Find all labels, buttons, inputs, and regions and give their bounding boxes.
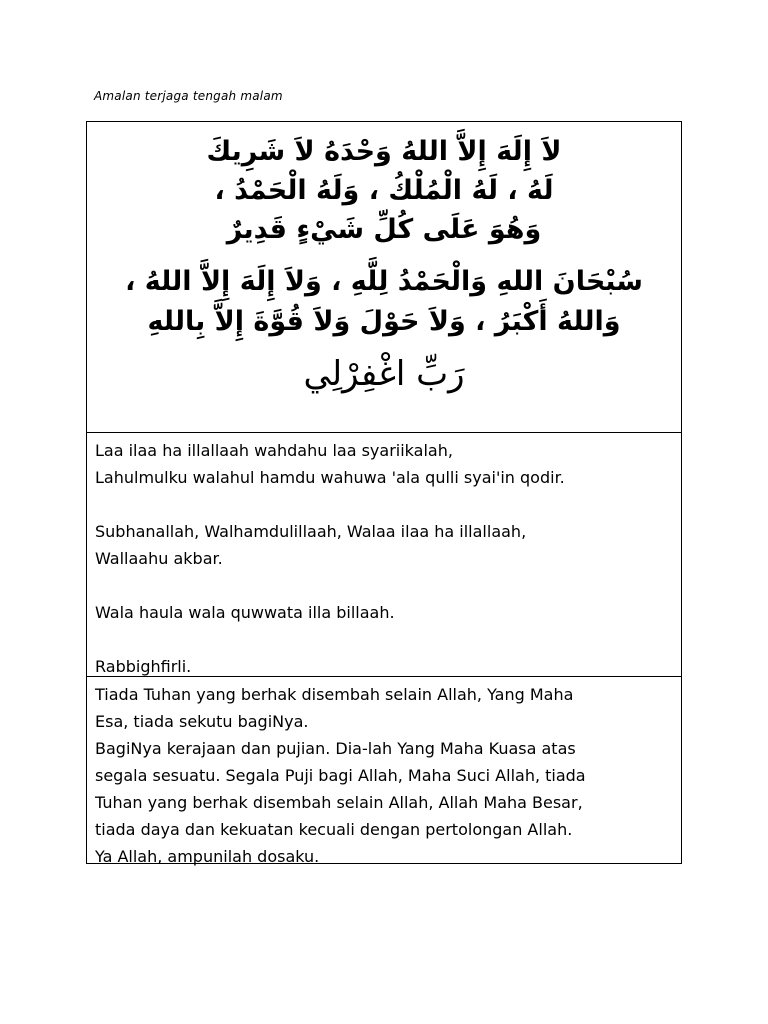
arabic-line-5: وَاللهُ أَكْبَرُ ، وَلاَ حَوْلَ وَلاَ قُوَّةَ إِلاَّ بِاللهِ: [147, 306, 621, 337]
meaning-line: Tuhan yang berhak disembah selain Allah, Allah Maha Besar,: [95, 793, 583, 812]
paragraph-gap: [95, 626, 673, 653]
document-title: Amalan terjaga tengah malam: [94, 89, 283, 103]
meaning-line: BagiNya kerajaan dan pujian. Dia-lah Yang Maha Kuasa atas: [95, 739, 576, 758]
transliteration-line: Subhanallah, Walhamdulillaah, Walaa ilaa ha illallaah,: [95, 522, 527, 541]
paragraph-gap: [95, 491, 673, 518]
arabic-text-cell: [87, 122, 681, 433]
transliteration-line: Lahulmulku walahul hamdu wahuwa 'ala qulli syai'in qodir.: [95, 468, 565, 487]
transliteration-line: Rabbighfirli.: [95, 657, 192, 676]
paragraph-gap: [95, 572, 673, 599]
transliteration-cell: [87, 433, 681, 677]
meaning-line: tiada daya dan kekuatan kecuali dengan pertolongan Allah.: [95, 820, 573, 839]
meaning-line: Ya Allah, ampunilah dosaku.: [95, 847, 320, 866]
transliteration-line: Wallaahu akbar.: [95, 549, 223, 568]
arabic-line-4: سُبْحَانَ اللهِ وَالْحَمْدُ لِلَّهِ ، وَلاَ إِلَهَ إِلاَّ اللهُ ،: [125, 266, 643, 297]
arabic-line-1: لاَ إِلَهَ إِلاَّ اللهُ وَحْدَهُ لاَ شَرِيكَ: [206, 136, 562, 167]
arabic-line-6: رَبِّ اغْفِرْلِي: [303, 354, 465, 394]
meaning-cell: [87, 677, 681, 866]
transliteration-line: Wala haula wala quwwata illa billaah.: [95, 603, 395, 622]
meaning-line: segala sesuatu. Segala Puji bagi Allah, Maha Suci Allah, tiada: [95, 766, 586, 785]
dua-table: [86, 121, 682, 864]
arabic-line-3: وَهُوَ عَلَى كُلِّ شَيْءٍ قَدِيرٌ: [226, 214, 542, 245]
arabic-line-2: لَهُ ، لَهُ الْمُلْكُ ، وَلَهُ الْحَمْدُ ،: [214, 175, 554, 206]
meaning-line: Tiada Tuhan yang berhak disembah selain Allah, Yang Maha: [95, 685, 574, 704]
transliteration-line: Laa ilaa ha illallaah wahdahu laa syariikalah,: [95, 441, 453, 460]
meaning-line: Esa, tiada sekutu bagiNya.: [95, 712, 309, 731]
